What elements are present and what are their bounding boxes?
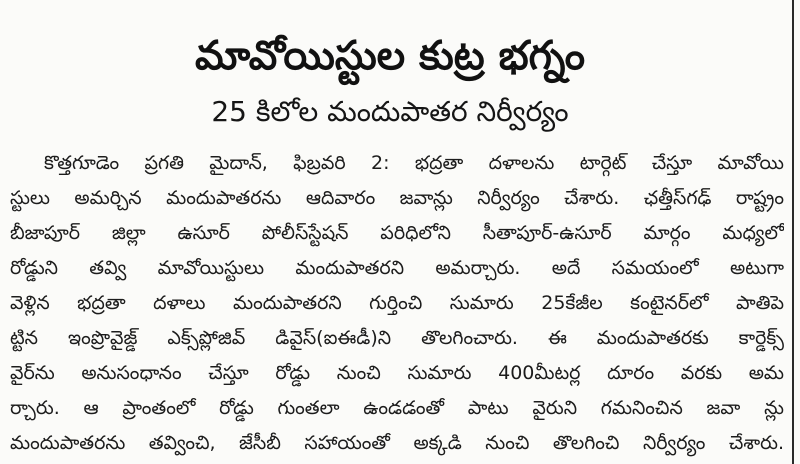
article-body [10,146,784,461]
body-line: స్టులు అమర్చిన మందుపాతరను ఆదివారం జవాన్లు నిర్వీర్యం చేశారు. ఛత్తీస్‌గఢ్ రాష్ట్రం [10,187,784,209]
body-line: రోడ్డుని తవ్వి మావోయిస్టులు మందుపాతరని అమర్చారు. అదే సమయంలో అటుగా [10,257,784,279]
body-line: బీజాపూర్ జిల్లా ఉసూర్ పోలీస్‌స్టేషన్ పరిధిలోని సీతాపూర్-ఉసూర్ మార్గం మధ్యలో [10,222,784,244]
subheadline: 25 కిలోల మందుపాతర నిర్వీర్యం [211,95,569,128]
body-line: మందుపాతరను తవ్వించి, జేసీబీ సహాయంతో అక్కడి నుంచి తొలగించి నిర్వీర్యం చేశారు. [10,432,784,454]
headline: మావోయిస్టుల కుట్ర భగ్నం [194,33,586,79]
body-line: వెళ్లిన భద్రతా దళాలు మందుపాతరని గుర్తించి సుమారు 25కేజీల కంటైనర్‌లో పాతిపె [10,292,784,314]
body-line: కొత్తగూడెం ప్రగతి మైదాన్, ఫిబ్రవరి 2: భద్రతా దళాలను టార్గెట్ చేస్తూ మావోయి [44,152,784,174]
body-line: ర్చారు. ఆ ప్రాంతంలో రోడ్డు గుంతలా ఉండడంతో పాటు వైరుని గమనించిన జవా న్లు [10,397,784,419]
body-line: వైర్‌ను అనుసంధానం చేస్తూ రోడ్డు నుంచి సుమారు 400మీటర్ల దూరం వరకు అమ [10,362,784,384]
body-line: ట్టిన ఇంప్రొవైజ్డ్ ఎక్స్‌ప్లోజివ్ డివైస్(ఐఈడీ)ని తొలగించారు. ఈ మందుపాతరకు కార్డెక్స్ [10,327,784,349]
column-divider [792,0,794,464]
